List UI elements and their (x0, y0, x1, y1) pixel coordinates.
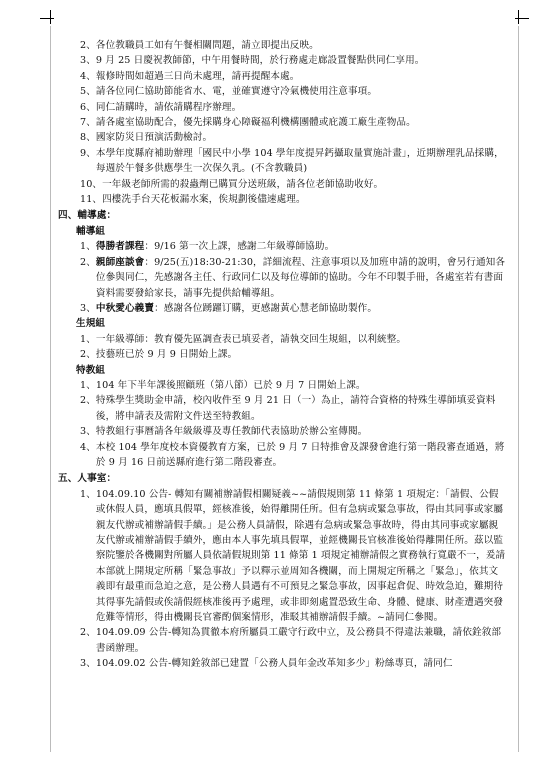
section-heading-counseling: 四、輔導處： (58, 210, 117, 222)
list-item: 1、 104 年下半年課後照顧班（第八節）已於 9 月 7 日開始上課。 (80, 379, 366, 391)
list-item: 10、 一年級老師所需的殺蟲劑已購買分送班級，請各位老師協助收好。 (80, 178, 384, 190)
crop-mark-top-right-v (518, 10, 519, 24)
list-item: 2、 104.09.09 公告-轉知為貫徹本府所屬員工嚴守行政中立，及公務員不得違法兼職，請依銓敘部書函辦理。 (80, 627, 502, 654)
list-item: 7、 請各處室協助配合，優先採購身心障礙福利機構團體或庇護工廠生產物品。 (80, 117, 416, 129)
list-item: 3、 中秋愛心義賣：感謝各位踴躍订購，更感謝黃心慧老師協助製作。 (80, 302, 378, 314)
list-item: 1、 104.09.10 公告- 轉知有關補辦請假相關疑義~~請假規則第 11 條第 1 項規定：「請假、公假或休假人員，應填具假單，經核准後，始得離開任所。但有急病或緊急事故，得由其同事或家屬親友代辦或補辦請假手續。」是公務人員請假，除遇有急病或緊急事故時，得由其同事或家屬親友代辦或補辦請假手續外，應由本人事先填具假單，並經機關長官核准後始得離開任所。茲以監察院鑒於各機關對所屬人員依請假規則第 11 條第 1 項規定補辦請假之實務執行寬嚴不一，爰請本部就上開規定所稱「緊急事故」予以釋示並周知各機關，而上開規定所稱之「緊急」，依其文義即有最重而急迫之意，是公務人員遇有不可預見之緊急事故，因事起倉促、時效急迫，難期待其得事先請假或俟請假經核准後再予處理，或非即刻處置恐致生命、身體、健康、財產遭遇突發危難等情形，得由機關長官審酌個案情形，准駁其補辦請假手續。~請同仁參閱。 (80, 488, 506, 624)
list-item: 2、 親師座談會：9/25(五)18:30-21:30，詳細流程、注意事項以及加班申請的說明，會另行通知各位參與同仁，先感謝各主任、行政同仁以及每位導師的協助。今年不印製手冊，各處室若有書面資料需要發給家長，請事先提供給輔導組。 (80, 256, 506, 299)
list-item: 2、 技藝班已於 9 月 9 日開始上課。 (80, 349, 238, 361)
list-item: 1、 得勝者課程：9/16 第一次上課，感謝二年級導師協助。 (80, 241, 335, 253)
list-item: 3、 特教組行事曆請各年級級導及專任教師代表協助於辦公室傳閱。 (80, 426, 368, 438)
list-item: 2、 特殊學生獎助金申請，校內收件至 9 月 21 日（一）為止，請符合資格的特殊生導師填妥資料後，將申請表及需附文件送至特教組。 (80, 395, 496, 422)
list-item: 9、 本學年度縣府補助辦理「國民中小學 104 學年度提昇鈣攝取量實施計畫」，近期辦理乳品採購，每週於午餐多供應學生一次保久乳。(不含教職員) (80, 147, 504, 175)
list-item: 5、 請各位同仁協助節能省水、電，並確實遵守冷氣機使用注意事項。 (80, 86, 378, 98)
crop-mark-top-left-v (50, 10, 51, 24)
list-item: 8、 國家防災日預演活動檢討。 (80, 132, 213, 144)
list-item: 3、 9 月 25 日慶祝教師節，中午用餐時間，於行務處走廊設置餐點供同仁享用。 (80, 55, 425, 67)
section-heading-personnel: 五、人事室： (58, 473, 117, 485)
subsection-heading-special-ed: 特教組 (76, 364, 106, 376)
subsection-heading-career: 生規組 (76, 318, 106, 330)
subsection-heading-guidance: 輔導組 (76, 225, 106, 237)
list-item: 4、 報修時間如超過三日尚未處理，請再提醒本處。 (80, 70, 300, 82)
crop-mark-top-left (40, 18, 54, 19)
document-content (58, 38, 507, 672)
list-item: 3、 104.09.02 公告-轉知銓敘部已建置「公務人員年金改革知多少」粉絲專頁，請同仁 (80, 658, 453, 670)
list-item: 4、 本校 104 學年度校本資優教育方案，已於 9 月 7 日特推會及課發會進行第一階段審查通過，將於 9 月 16 日前送縣府進行第二階段審查。 (80, 441, 505, 468)
list-item: 6、 同仁請購時，請依請購程序辦理。 (80, 101, 242, 113)
list-item: 2、 各位教職員工如有午餐相關問題，請立即提出反映。 (80, 40, 319, 51)
list-item: 11、 四樓洗手台天花板漏水案，俟規劃後儘速處理。 (80, 194, 306, 206)
list-item: 1、 一年級導師：教育優先區調查表已填妥者，請執交回生規組，以利統整。 (80, 333, 407, 345)
